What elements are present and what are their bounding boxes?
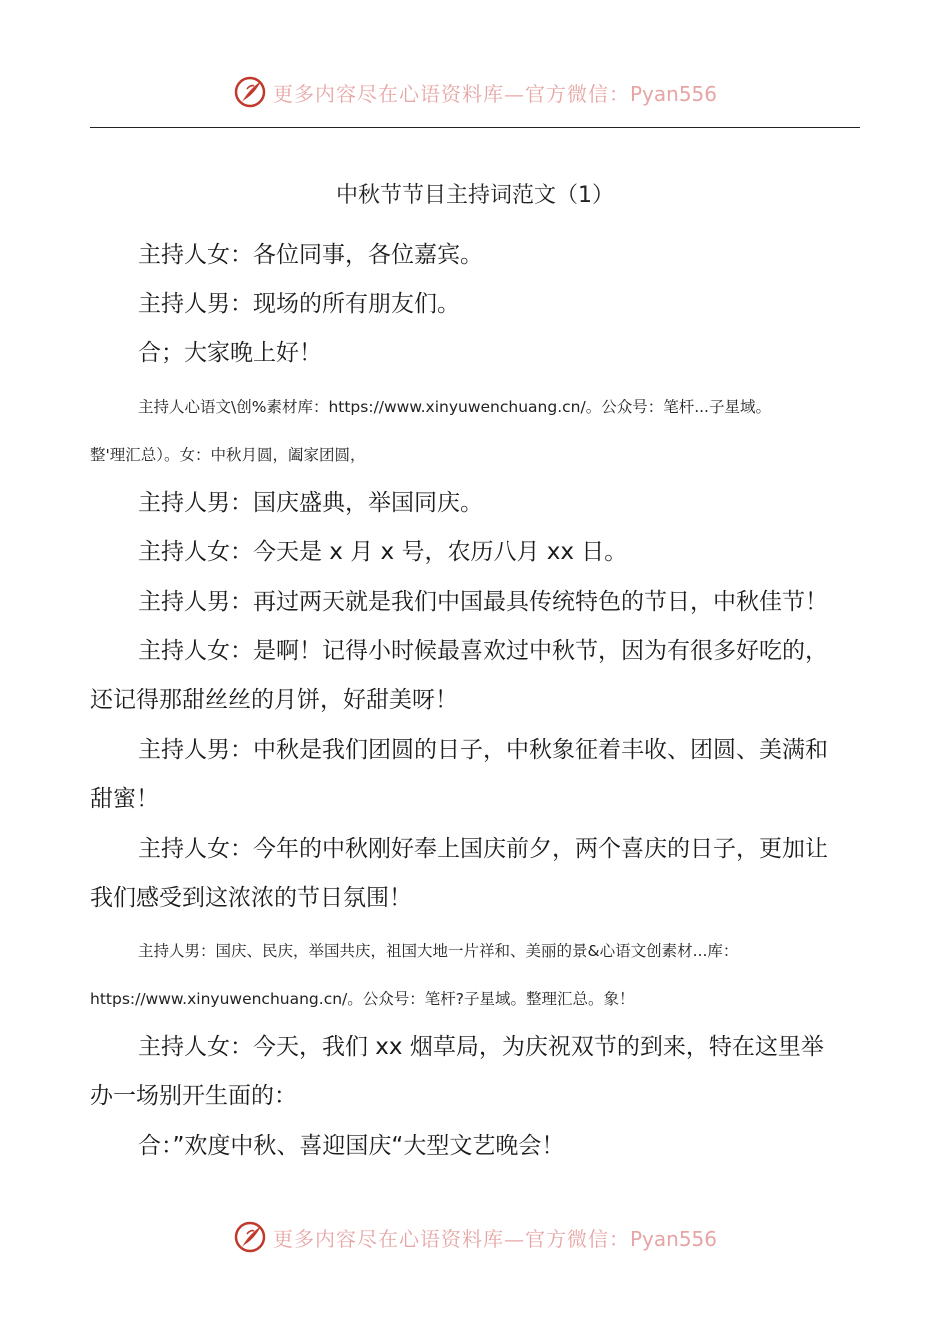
document-title: 中秋节节目主持词范文（1） <box>336 183 614 208</box>
paragraph-line: 还记得那甜丝丝的月饼，好甜美呀！ <box>90 687 458 713</box>
paragraph-line: 主持人女：今天是 x 月 x 号，农历八月 xx 日。 <box>138 539 628 565</box>
quill-logo-icon <box>233 1220 267 1254</box>
paragraph-line: 办一场别开生面的： <box>90 1083 297 1109</box>
header-divider <box>90 127 860 128</box>
quill-logo-icon <box>233 75 267 109</box>
paragraph-line: 主持人男：国庆、民庆，举国共庆，祖国大地一片祥和、美丽的景&心语文创素材...库： <box>138 942 739 960</box>
paragraph-line: https://www.xinyuwenchuang.cn/。公众号：笔杆?子星域。整理汇总。象！ <box>90 990 635 1008</box>
paragraph-line: 主持人男：中秋是我们团圆的日子，中秋象征着丰收、团圆、美满和 <box>138 737 828 763</box>
header-watermark <box>0 72 950 112</box>
paragraph-line: 主持人男：国庆盛典，举国同庆。 <box>138 490 483 516</box>
paragraph-line: 合：”欢度中秋、喜迎国庆“大型文艺晚会！ <box>138 1133 565 1159</box>
watermark-text: 更多内容尽在心语资料库—官方微信：Pyan556 <box>272 1226 717 1251</box>
paragraph-line: 主持人女：今年的中秋刚好奉上国庆前夕，两个喜庆的日子，更加让 <box>138 836 828 862</box>
paragraph-line: 主持人女：是啊！记得小时候最喜欢过中秋节，因为有很多好吃的， <box>138 638 828 664</box>
watermark-brand <box>233 1220 717 1254</box>
paragraph-line: 合；大家晚上好！ <box>138 340 322 366</box>
paragraph-line: 主持人女：各位同事，各位嘉宾。 <box>138 242 483 268</box>
footer-watermark <box>0 1217 950 1257</box>
paragraph-line: 主持人男：再过两天就是我们中国最具传统特色的节日，中秋佳节！ <box>138 589 828 615</box>
paragraph-line: 甜蜜！ <box>90 786 159 812</box>
watermark-brand <box>233 75 717 109</box>
paragraph-line: 主持人男：现场的所有朋友们。 <box>138 291 460 317</box>
paragraph-line: 整'理汇总）。女：中秋月圆，阖家团圆， <box>90 446 366 464</box>
paragraph-line: 主持人女：今天，我们 xx 烟草局，为庆祝双节的到来，特在这里举 <box>138 1034 824 1060</box>
paragraph-line: 我们感受到这浓浓的节日氛围！ <box>90 885 412 911</box>
watermark-text: 更多内容尽在心语资料库—官方微信：Pyan556 <box>272 81 717 106</box>
paragraph-line: 主持人心语文\创%素材库：https://www.xinyuwenchuang.cn/。公众号：笔杆...子星域。 <box>138 398 771 416</box>
